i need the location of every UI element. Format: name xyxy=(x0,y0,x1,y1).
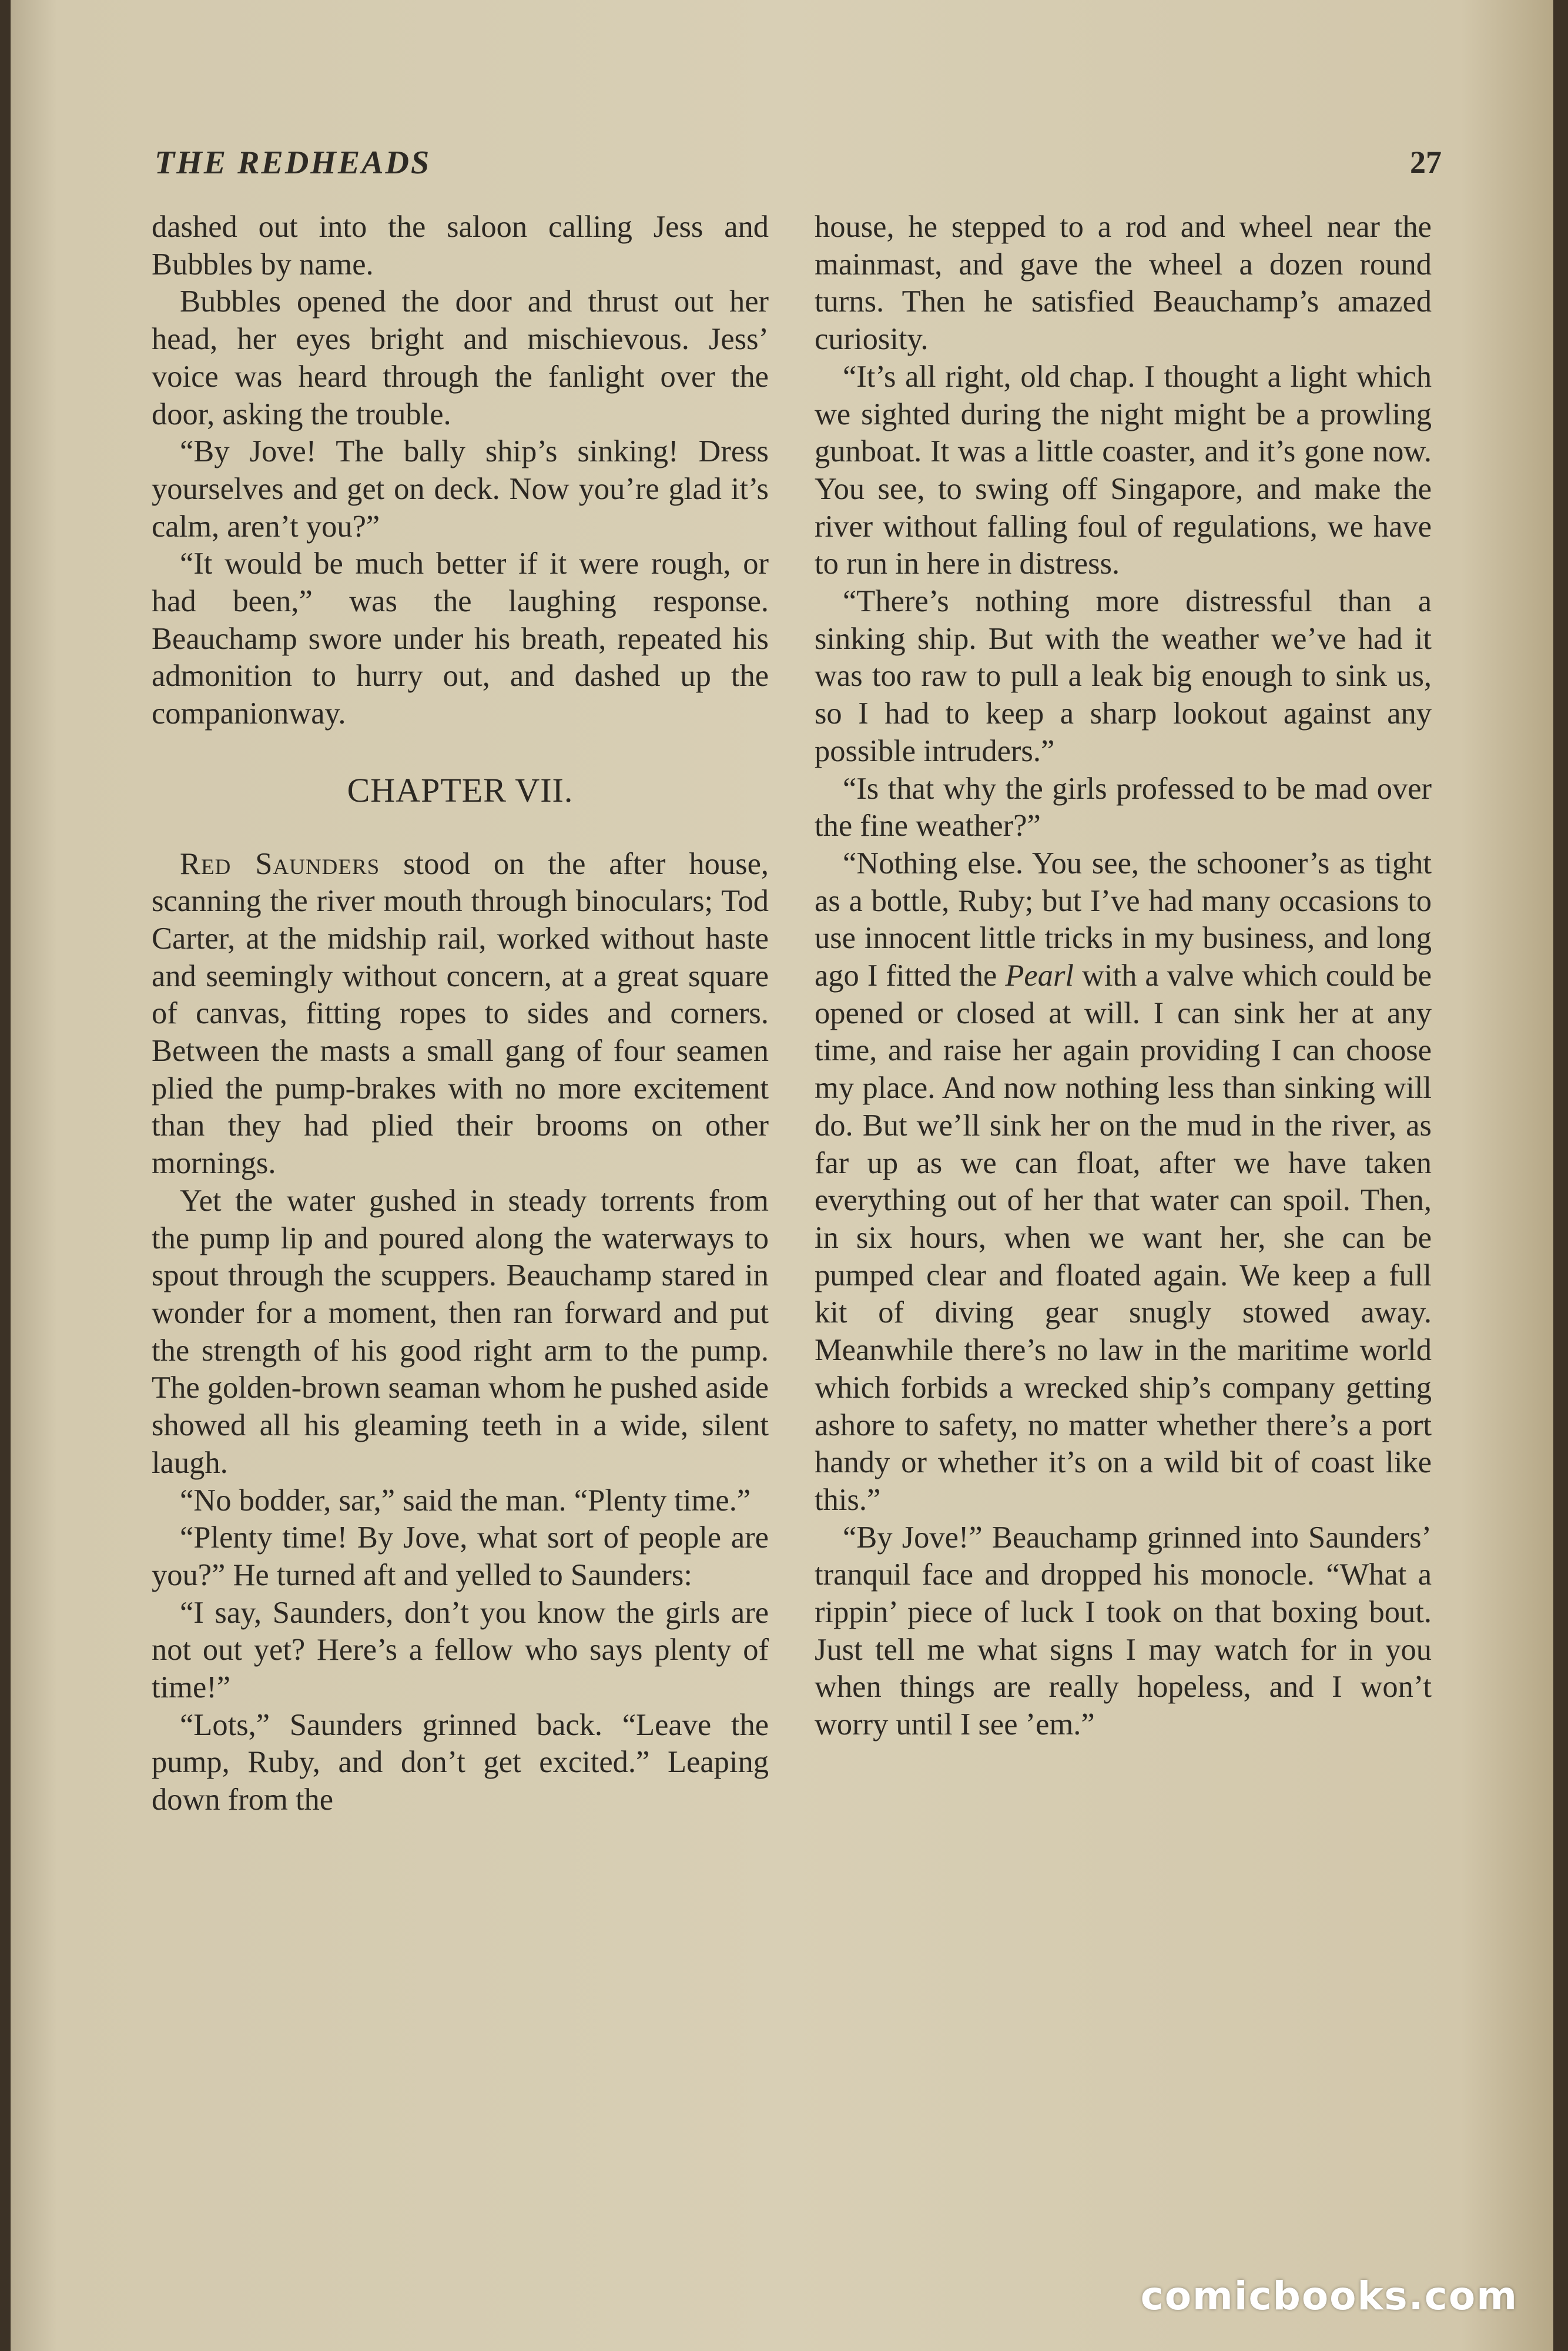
left-column xyxy=(152,209,769,1819)
paragraph: “It’s all right, old chap. I thought a light which we sighted during the night might be a prowling gunboat. It was a little coaster, and it’s gone now. You see, to swing off Singapore, and make the river without falling foul of regulations, we have to run in here in distress. xyxy=(815,359,1432,581)
paragraph-text: “Nothing else. You see, the schooner’s as tight as a bottle, Ruby; but I’ve had many occasions to use innocent little tricks in my business, and long ago I fitted the xyxy=(815,846,1432,993)
watermark: comicbooks.com xyxy=(1140,2273,1518,2319)
page-header xyxy=(155,144,1442,191)
paragraph: dashed out into the saloon calling Jess and Bubbles by name. xyxy=(152,210,769,282)
paragraph: “There’s nothing more distressful than a sinking ship. But with the weather we’ve had it was too raw to pull a leak big enough to sink us, so I had to keep a sharp lookout against any possible intruders.” xyxy=(815,584,1432,768)
paragraph xyxy=(815,845,1432,1519)
paragraph: Bubbles opened the door and thrust out her head, her eyes bright and mischievous. Jess’ voice was heard through the fanlight over the door, asking the trouble. xyxy=(152,284,769,431)
paragraph: “I say, Saunders, don’t you know the girls are not out yet? Here’s a fellow who says plenty of time!” xyxy=(152,1595,769,1705)
paragraph: house, he stepped to a rod and wheel near the mainmast, and gave the wheel a dozen round turns. Then he satisfied Beauchamp’s amazed curiosity. xyxy=(815,210,1432,357)
paragraph: “By Jove! The bally ship’s sinking! Dress yourselves and get on deck. Now you’re glad it’s calm, aren’t you?” xyxy=(152,434,769,544)
paragraph-text: stood on the after house, scanning the river mouth through binoculars; Tod Carter, at the midship rail, worked without haste and seemingly without concern, at a great square of canvas, fitting ropes to sides and corners. Between the masts a small gang of four seamen plied the pump-brakes with no more excitement than they had plied their brooms on other mornings. xyxy=(152,846,769,1181)
paragraph: “No bodder, sar,” said the man. “Plenty time.” xyxy=(180,1483,751,1518)
paragraph: “By Jove!” Beauchamp grinned into Saunders’ tranquil face and dropped his monocle. “What a rippin’ piece of luck I took on that boxing bout. Just tell me what signs I may watch for in you when things are really hopeless, and I won’t worry until I see ’em.” xyxy=(815,1520,1432,1742)
ship-name: Pearl xyxy=(1005,959,1074,993)
chapter-heading: CHAPTER VII. xyxy=(347,771,574,809)
running-title: THE REDHEADS xyxy=(155,145,431,181)
page-number: 27 xyxy=(1410,145,1442,180)
paragraph xyxy=(152,846,769,1183)
paragraph: “Lots,” Saunders grinned back. “Leave the pump, Ruby, and don’t get excited.” Leaping down from the xyxy=(152,1707,769,1817)
paragraph: Yet the water gushed in steady torrents from the pump lip and poured along the waterways to spout through the scuppers. Beauchamp stared in wonder for a moment, then ran forward and put the strength of his good right arm to the pump. The golden-brown seaman whom he pushed aside showed all his gleaming teeth in a wide, silent laugh. xyxy=(152,1183,769,1480)
paragraph: “Plenty time! By Jove, what sort of people are you?” He turned aft and yelled to Saunders: xyxy=(152,1521,769,1592)
book-page xyxy=(11,0,1553,2351)
paragraph: “It would be much better if it were rough, or had been,” was the laughing response. Beauchamp swore under his breath, repeated his admonition to hurry out, and dashed up the companionway. xyxy=(152,547,769,731)
right-column xyxy=(815,209,1432,1744)
paragraph: “Is that why the girls professed to be mad over the fine weather?” xyxy=(815,771,1432,843)
paragraph-text: with a valve which could be opened or closed at will. I can sink her at any time, and raise her again providing I can choose my place. And now nothing less than sinking will do. But we’ll sink her on the mud in the river, as far up as we can float, after we have taken everything out of her that water can spoil. Then, in six hours, when we want her, she can be pumped clear and floated again. We keep a full kit of diving gear snugly stowed away. Meanwhile there’s no law in the maritime world which forbids a wrecked ship’s company getting ashore to safety, no matter whether there’s a port handy or whether it’s on a wild bit of coast like this.” xyxy=(815,959,1432,1517)
chapter-lead-words: Red Saunders xyxy=(180,846,380,881)
